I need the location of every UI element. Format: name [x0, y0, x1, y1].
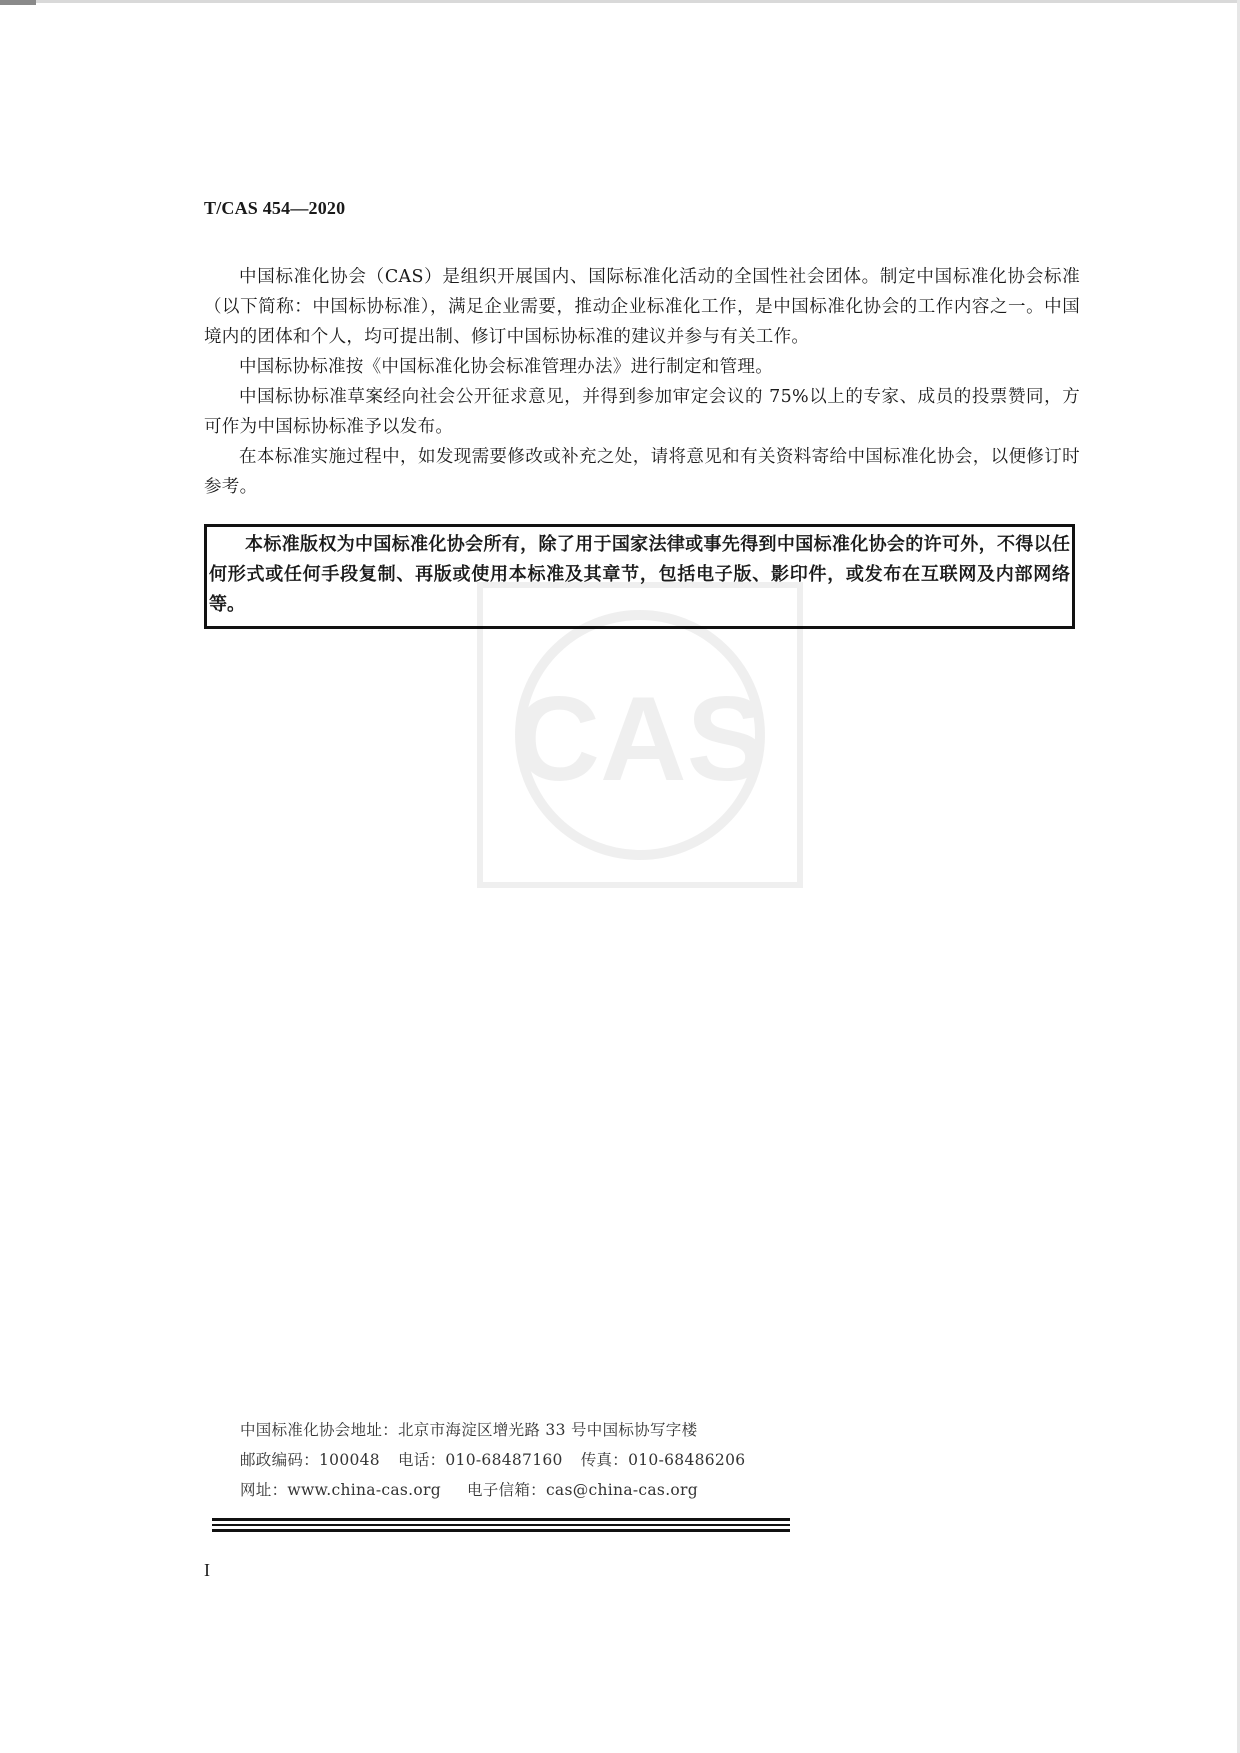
intro-paragraph: 在本标准实施过程中，如发现需要修改或补充之处，请将意见和有关资料寄给中国标准化协会，以便修订时参考。 — [204, 447, 1080, 497]
contact-email: 电子信箱：cas@china-cas.org — [466, 1481, 698, 1499]
contact-website: 网址：www.china-cas.org — [240, 1481, 441, 1499]
contact-line-3 — [240, 1475, 745, 1505]
intro-paragraph: 中国标准化协会（CAS）是组织开展国内、国际标准化活动的全国性社会团体。制定中国标准化协会标准（以下简称：中国标协标准），满足企业需要，推动企业标准化工作，是中国标准化协会的工作内容之一。中国境内的团体和个人，均可提出制、修订中国标协标准的建议并参与有关工作。 — [204, 267, 1080, 347]
intro-section — [204, 262, 1080, 502]
cas-watermark-logo — [475, 580, 805, 890]
scan-edge — [0, 0, 1240, 3]
contact-fax: 传真：010-68486206 — [580, 1451, 746, 1469]
scan-mark — [0, 0, 36, 5]
intro-paragraph: 中国标协标准草案经向社会公开征求意见，并得到参加审定会议的 75%以上的专家、成员的投票赞同，方可作为中国标协标准予以发布。 — [204, 387, 1080, 437]
footer-rule — [212, 1518, 790, 1521]
footer-rule — [212, 1529, 790, 1532]
contact-info — [240, 1415, 745, 1505]
copyright-notice-text: 本标准版权为中国标准化协会所有，除了用于国家法律或事先得到中国标准化协会的许可外，不得以任何形式或任何手段复制、再版或使用本标准及其章节，包括电子版、影印件，或发布在互联网及内部网络等。 — [209, 534, 1070, 615]
contact-phone: 电话：010-68487160 — [397, 1451, 563, 1469]
contact-postcode: 邮政编码：100048 — [240, 1451, 380, 1469]
contact-address: 中国标准化协会地址：北京市海淀区增光路 33 号中国标协写字楼 — [240, 1421, 698, 1439]
intro-paragraph: 中国标协标准按《中国标准化协会标准管理办法》进行制定和管理。 — [239, 357, 773, 377]
standard-code: T/CAS 454—2020 — [204, 198, 346, 218]
footer-rule — [212, 1524, 790, 1526]
page-number: I — [204, 1560, 210, 1580]
watermark-text: CAS — [513, 672, 767, 806]
contact-line-2 — [240, 1445, 745, 1475]
